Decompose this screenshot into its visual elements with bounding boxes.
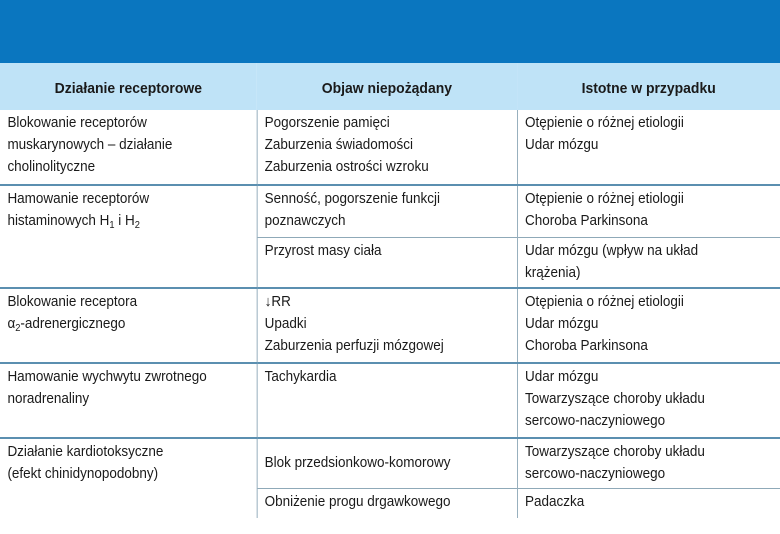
table-row xyxy=(0,185,780,237)
effect-cell xyxy=(257,438,517,489)
cell-text: Towarzyszące choroby układu xyxy=(524,443,705,460)
cell-text: Tachykardia xyxy=(264,368,337,385)
cell-text: sercowo-naczyniowego xyxy=(524,465,666,482)
cell-text: Hamowanie receptorów xyxy=(7,191,150,207)
cell-text: Choroba Parkinsona xyxy=(524,213,648,229)
receptor-text: -adrenergicznego xyxy=(20,315,126,332)
relevance-cell xyxy=(517,488,780,518)
cell-text: Udar mózgu xyxy=(524,315,599,332)
cell-text: Udar mózgu xyxy=(524,368,599,385)
table-header-row xyxy=(0,63,780,110)
relevance-cell xyxy=(517,288,780,363)
cell-text: Obniżenie progu drgawkowego xyxy=(264,493,451,510)
receptor-cell xyxy=(0,438,257,519)
cell-text: muskarynowych – działanie xyxy=(7,137,173,153)
subscript: 1 xyxy=(109,220,115,231)
cell-text: Blokowanie receptora xyxy=(7,293,138,310)
effect-cell xyxy=(257,363,517,438)
cell-text: noradrenaliny xyxy=(7,390,90,407)
cell-text: ↓RR xyxy=(264,293,291,310)
column-header-relevance: Istotne w przypadku xyxy=(517,63,780,110)
relevance-cell xyxy=(517,237,780,288)
cell-text: Działanie kardiotoksyczne xyxy=(7,443,164,460)
cell-text: Upadki xyxy=(264,315,307,332)
cell-text: (efekt chinidynopodobny) xyxy=(7,465,159,482)
receptor-text: i H xyxy=(114,213,135,229)
cell-text: Przyrost masy ciała xyxy=(264,242,382,259)
cell-text: Hamowanie wychwytu zwrotnego xyxy=(7,368,207,385)
effect-cell xyxy=(257,488,517,518)
table-row xyxy=(0,363,780,438)
relevance-cell xyxy=(517,110,780,185)
receptor-cell xyxy=(0,288,257,363)
subscript: 2 xyxy=(15,322,21,334)
alpha-symbol: α xyxy=(7,315,16,332)
cell-text: Choroba Parkinsona xyxy=(524,337,648,354)
cell-text: Pogorszenie pamięci xyxy=(264,115,390,131)
cell-text xyxy=(7,313,248,335)
effect-cell xyxy=(257,110,517,185)
cell-text: Otępienie o różnej etiologii xyxy=(524,191,684,207)
cell-text: Padaczka xyxy=(524,493,585,510)
cell-text: poznawczych xyxy=(264,213,346,229)
cell-text: Zaburzenia perfuzji mózgowej xyxy=(264,337,444,354)
cell-text: sercowo-naczyniowego xyxy=(524,412,666,429)
column-header-receptor: Działanie receptorowe xyxy=(0,63,257,110)
effect-cell xyxy=(257,185,517,237)
receptor-cell xyxy=(0,363,257,438)
table-row xyxy=(0,288,780,363)
receptor-text: histaminowych H xyxy=(7,213,110,229)
cell-text: Blok przedsionkowo-komorowy xyxy=(264,454,451,471)
cell-text: krążenia) xyxy=(524,264,581,281)
effect-cell xyxy=(257,288,517,363)
column-header-effect: Objaw niepożądany xyxy=(257,63,517,110)
cell-text: Udar mózgu xyxy=(524,137,599,153)
header-banner xyxy=(0,0,780,63)
relevance-cell xyxy=(517,363,780,438)
subscript: 2 xyxy=(134,220,140,231)
cell-text: Otępienie o różnej etiologii xyxy=(524,115,684,131)
adverse-effects-table xyxy=(0,63,780,518)
cell-text: Towarzyszące choroby układu xyxy=(524,390,705,407)
relevance-cell xyxy=(517,185,780,237)
cell-text: Udar mózgu (wpływ na układ xyxy=(524,242,699,259)
cell-text: Senność, pogorszenie funkcji xyxy=(264,191,441,207)
cell-text: cholinolityczne xyxy=(7,159,96,175)
cell-text xyxy=(7,210,248,232)
receptor-cell xyxy=(0,185,257,288)
effect-cell xyxy=(257,237,517,288)
table-row xyxy=(0,438,780,489)
receptor-cell xyxy=(0,110,257,185)
relevance-cell xyxy=(517,438,780,489)
cell-text: Zaburzenia ostrości wzroku xyxy=(264,159,429,175)
cell-text: Otępienia o różnej etiologii xyxy=(524,293,684,310)
cell-text: Blokowanie receptorów xyxy=(7,115,147,131)
table-row xyxy=(0,110,780,185)
cell-text: Zaburzenia świadomości xyxy=(264,137,413,153)
